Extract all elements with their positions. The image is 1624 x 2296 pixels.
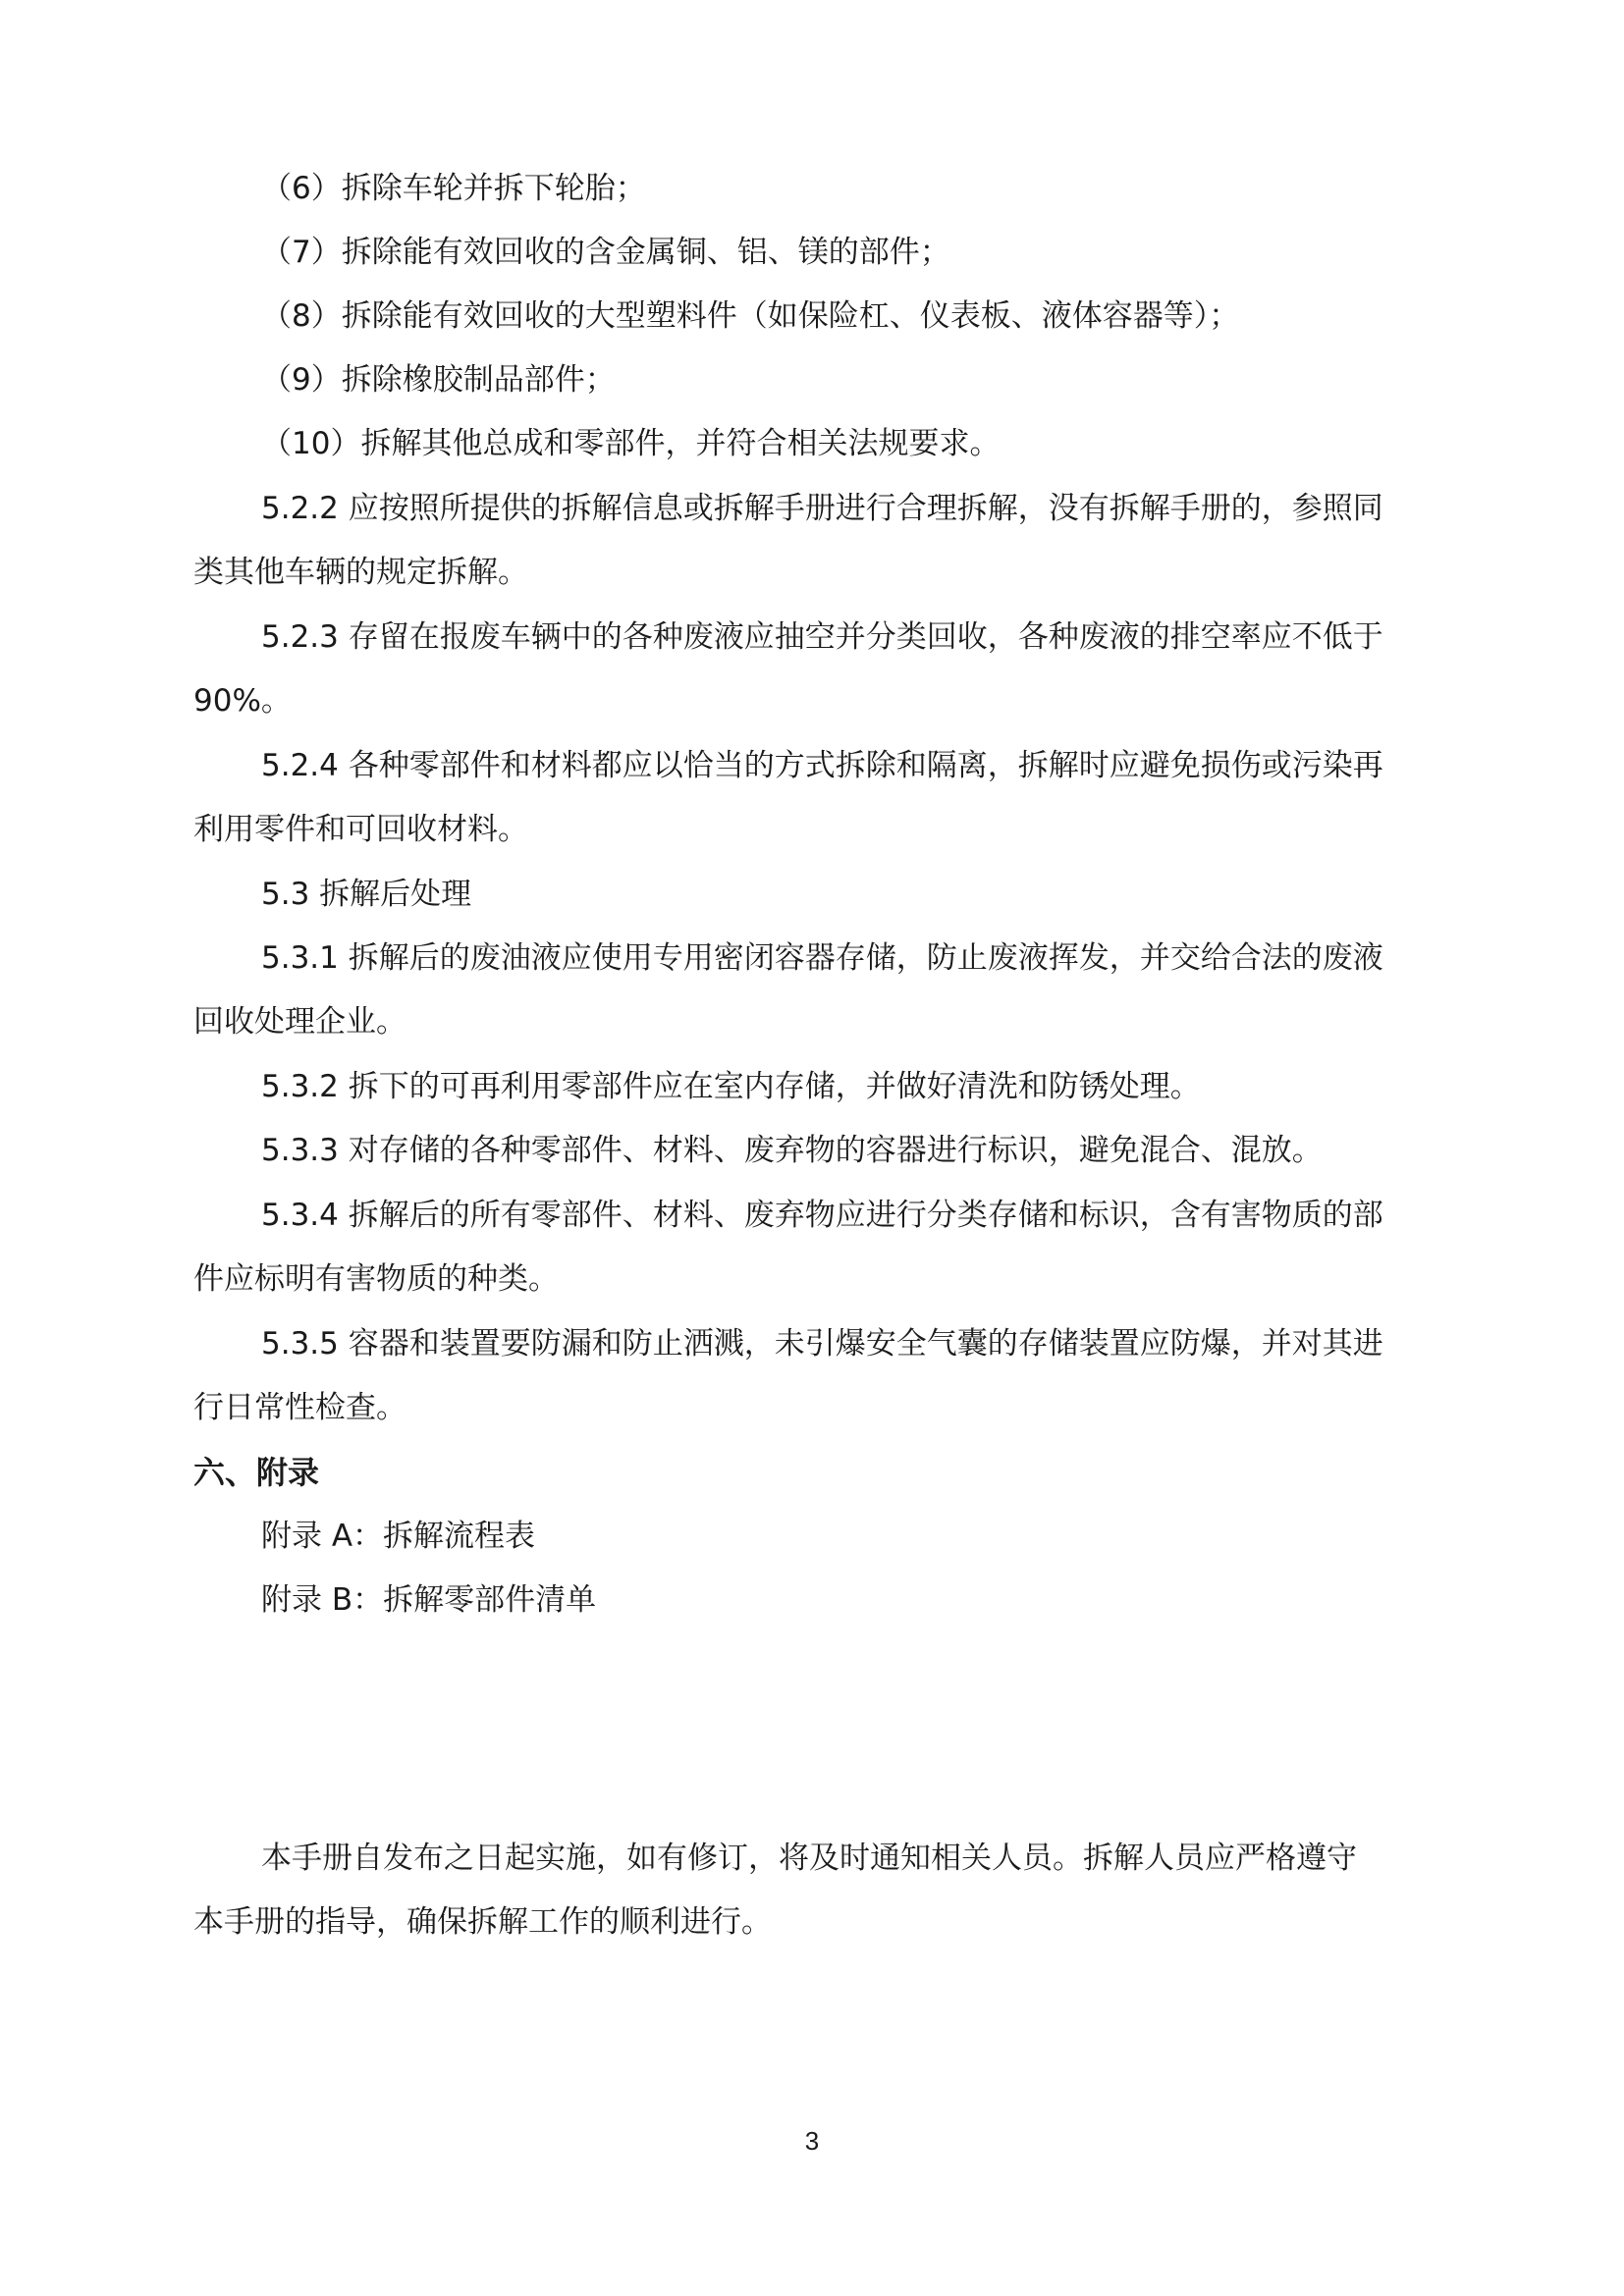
list-item-6: （6）拆除车轮并拆下轮胎； — [261, 171, 646, 206]
list-item-7: （7）拆除能有效回收的含金属铜、铝、镁的部件； — [261, 235, 950, 270]
list-item-10: （10）拆解其他总成和零部件，并符合相关法规要求。 — [261, 426, 1001, 461]
paragraph-5-3-4-line-1: 5.3.4 拆解后的所有零部件、材料、废弃物应进行分类存储和标识，含有害物质的部 — [261, 1198, 1383, 1233]
page-number: 3 — [804, 2126, 820, 2156]
appendix-b: 附录 B：拆解零部件清单 — [261, 1582, 597, 1618]
paragraph-5-3-1-line-2: 回收处理企业。 — [193, 1004, 406, 1040]
paragraph-5-3-2: 5.3.2 拆下的可再利用零部件应在室内存储，并做好清洗和防锈处理。 — [261, 1069, 1201, 1104]
paragraph-5-2-2-line-2: 类其他车辆的规定拆解。 — [193, 555, 528, 590]
subsection-5-3-title: 5.3 拆解后处理 — [261, 877, 472, 912]
paragraph-5-3-3: 5.3.3 对存储的各种零部件、材料、废弃物的容器进行标识，避免混合、混放。 — [261, 1133, 1323, 1168]
paragraph-5-2-3-line-2: 90%。 — [193, 683, 292, 719]
paragraph-5-3-5-line-1: 5.3.5 容器和装置要防漏和防止洒溅，未引爆安全气囊的存储装置应防爆，并对其进 — [261, 1326, 1383, 1362]
paragraph-5-2-4-line-2: 利用零件和可回收材料。 — [193, 812, 528, 847]
appendix-a: 附录 A：拆解流程表 — [261, 1519, 536, 1554]
list-item-9: （9）拆除橡胶制品部件； — [261, 362, 616, 398]
paragraph-5-3-4-line-2: 件应标明有害物质的种类。 — [193, 1261, 559, 1297]
closing-line-2: 本手册的指导，确保拆解工作的顺利进行。 — [193, 1904, 772, 1940]
paragraph-5-3-5-line-2: 行日常性检查。 — [193, 1390, 406, 1425]
paragraph-5-2-3-line-1: 5.2.3 存留在报废车辆中的各种废液应抽空并分类回收，各种废液的排空率应不低于 — [261, 619, 1383, 655]
paragraph-5-3-1-line-1: 5.3.1 拆解后的废油液应使用专用密闭容器存储，防止废液挥发，并交给合法的废液 — [261, 940, 1383, 976]
paragraph-5-2-4-line-1: 5.2.4 各种零部件和材料都应以恰当的方式拆除和隔离，拆解时应避免损伤或污染再 — [261, 748, 1383, 783]
closing-line-1: 本手册自发布之日起实施，如有修订，将及时通知相关人员。拆解人员应严格遵守 — [261, 1841, 1357, 1876]
list-item-8: （8）拆除能有效回收的大型塑料件（如保险杠、仪表板、液体容器等）； — [261, 298, 1240, 334]
paragraph-5-2-2-line-1: 5.2.2 应按照所提供的拆解信息或拆解手册进行合理拆解，没有拆解手册的，参照同 — [261, 491, 1383, 526]
section-6-heading: 六、附录 — [193, 1454, 320, 1491]
